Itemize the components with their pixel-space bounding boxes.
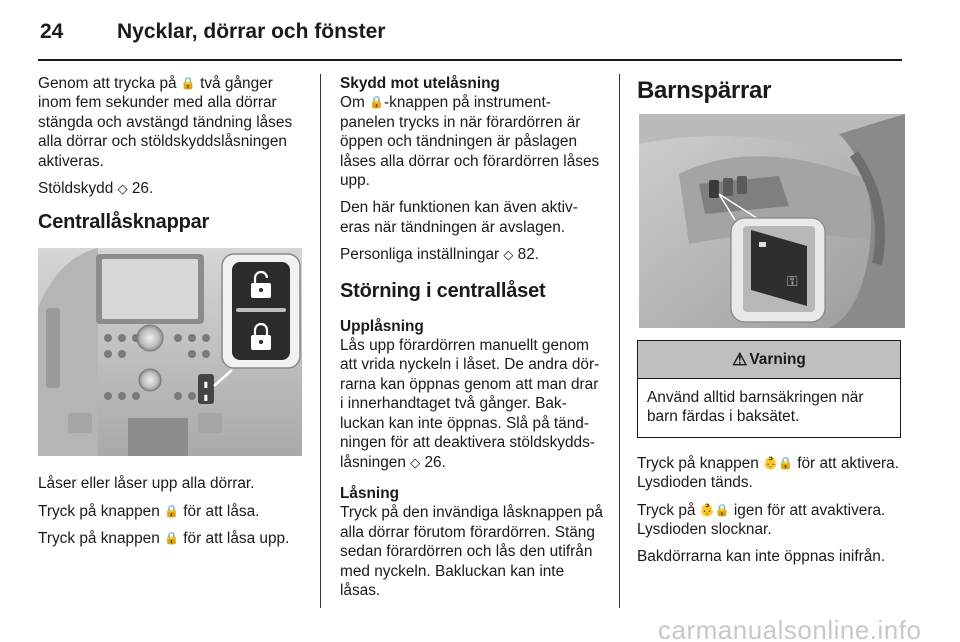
unlocking-paragraph: Lås upp förardörren manuellt genom att vrida nyckeln i låset. De andra dör-rarna kan öppnas genom att man drar i innerhandtaget två gånger. Bak-luckan kan inte öppnas. Slå på tänd-ningen för att deaktivera stöldskydds-låsningen ◇ 26. xyxy=(340,337,600,471)
page-ref-icon: ◇ xyxy=(410,454,421,470)
watermark: carmanualsonline.info xyxy=(658,615,922,642)
section-heading-fault: Störning i centrallåset xyxy=(340,279,546,302)
warning-text: Använd alltid barnsäkringen när barn färdas i baksätet. xyxy=(647,389,864,426)
unlock-icon: 🔒 xyxy=(164,531,179,546)
rear-doors-paragraph: Bakdörrarna kan inte öppnas inifrån. xyxy=(637,548,886,566)
child-lock-icon: 👶🔒 xyxy=(699,502,730,517)
locking-paragraph: Tryck på den invändiga låsknappen på alla dörrar förutom förardörren. Stäng sedan förardörren och lås den utifrån med nyckeln. Bakluckan kan inte låsas. xyxy=(340,504,603,599)
svg-text:⚿: ⚿ xyxy=(787,274,798,290)
svg-text:▮: ▮ xyxy=(203,393,209,403)
activate-instruction: Tryck på knappen 👶🔒 för att aktivera. Lysdioden tänds. xyxy=(637,454,900,492)
locking-heading: Låsning xyxy=(340,484,399,502)
intro-paragraph: Genom att trycka på 🔒 två gånger inom fem sekunder med alla dörrar stängda och avstängd tändning låses alla dörrar och stöldskyddslåsningen aktiveras. xyxy=(38,75,293,170)
unlock-instruction: Tryck på knappen 🔒 för att låsa upp. xyxy=(38,530,290,548)
door-panel-child-lock-image xyxy=(639,114,905,328)
activate-paragraph: Den här funktionen kan även aktiv-eras när tändningen är avslagen. xyxy=(340,199,578,236)
section-heading-central-lock: Centrallåsknappar xyxy=(38,211,210,234)
column-divider-1 xyxy=(320,74,321,608)
column-1 xyxy=(38,74,306,557)
svg-text:▮: ▮ xyxy=(203,380,209,390)
column-divider-2 xyxy=(619,74,620,608)
unlocking-heading: Upplåsning xyxy=(340,317,424,335)
lock-instruction: Tryck på knappen 🔒 för att låsa. xyxy=(38,502,260,520)
lock-caption: Låser eller låser upp alla dörrar. xyxy=(38,475,255,493)
page-ref-icon: ◇ xyxy=(503,247,514,263)
lockout-heading: Skydd mot utelåsning xyxy=(340,75,500,92)
column-3 xyxy=(637,74,903,575)
chapter-title: Nycklar, dörrar och fönster xyxy=(117,20,386,43)
page-ref-icon: ◇ xyxy=(117,181,128,197)
lockout-paragraph: Om 🔒-knappen på instrument-panelen trycks in när förardörren är öppen och tändningen är påslagen låses alla dörrar och förardörren låses upp. xyxy=(340,94,600,190)
page-number: 24 xyxy=(40,20,64,43)
central-lock-illustration xyxy=(38,248,302,456)
warning-box xyxy=(637,340,901,438)
theft-ref-paragraph: Stöldskydd ◇ 26. xyxy=(38,180,154,198)
warning-icon: ⚠ xyxy=(732,349,748,369)
lock-icon: 🔒 xyxy=(164,503,179,518)
header-rule xyxy=(38,59,902,61)
column-2 xyxy=(340,74,605,608)
deactivate-instruction: Tryck på 👶🔒 igen för att avaktivera. Lysdioden slocknar. xyxy=(637,501,886,539)
child-lock-illustration xyxy=(639,114,905,328)
personal-settings-paragraph: Personliga inställningar ◇ 82. xyxy=(340,246,540,264)
warning-header xyxy=(638,341,900,379)
lock-icon: 🔒 xyxy=(180,76,196,90)
dashboard-lock-buttons-image xyxy=(38,248,302,456)
child-lock-icon: 👶🔒 xyxy=(763,455,793,470)
section-heading-child-locks: Barnspärrar xyxy=(637,77,772,104)
page-header xyxy=(38,18,902,58)
lock-icon: 🔒 xyxy=(369,95,385,110)
warning-title: Varning xyxy=(749,350,806,368)
